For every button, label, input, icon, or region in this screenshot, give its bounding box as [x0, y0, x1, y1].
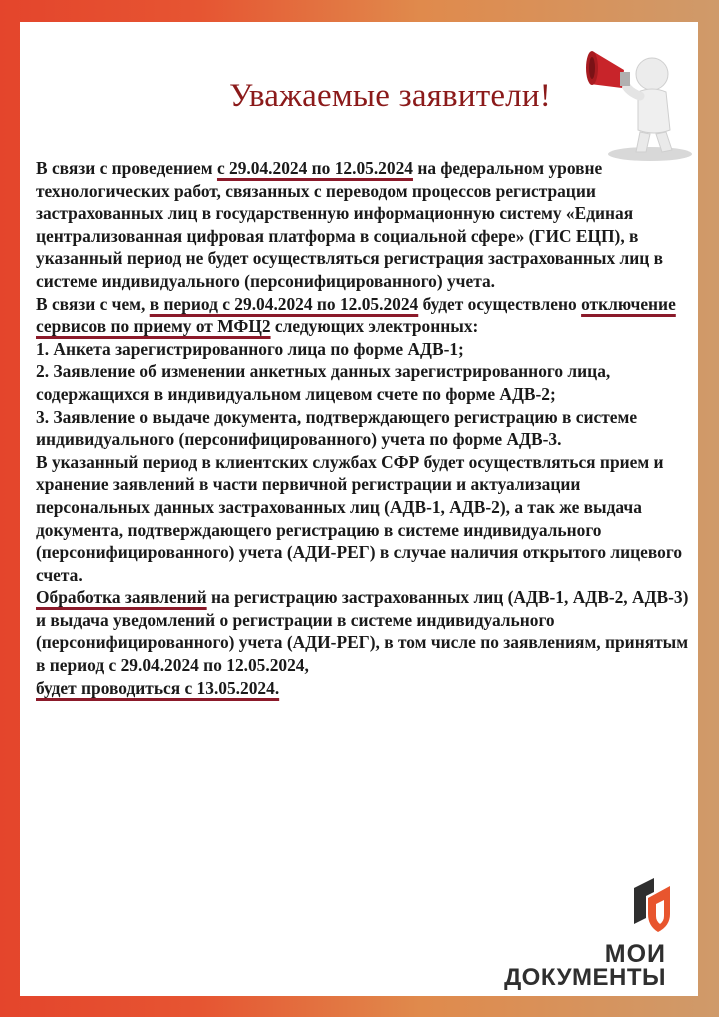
paragraph-1 [36, 157, 696, 293]
text-span: будет осуществлено [418, 293, 582, 314]
text-span: на регистрацию застрахованных лиц (АДВ-1, АДВ-2, АДВ-3) и выдача уведомлений о регистрации в системе индивидуального (персонифицированного) учета (АДИ-РЕГ), в том числе по заявлениям, принятым в период с 29.04.2024 по 12.05.2024, [36, 587, 689, 676]
text-span: В связи с проведением [36, 158, 217, 178]
text-span: В связи с чем, [36, 293, 150, 314]
paragraph-4 [36, 586, 696, 699]
list-item: 2. Заявление об изменении анкетных данных зарегистрированного лица, содержащихся в индивидуальном лицевом счете по форме АДВ-2; [36, 361, 611, 404]
page-title: Уважаемые заявители! [229, 78, 551, 114]
list-item: 1. Анкета зарегистрированного лица по форме АДВ-1; [36, 338, 464, 359]
moi-dokumenty-logo [488, 874, 688, 994]
paragraph-2 [36, 293, 696, 338]
text-span: следующих электронных: [270, 316, 479, 337]
notice-card [20, 22, 698, 996]
highlight-dates: с 29.04.2024 по 12.05.2024 [216, 158, 413, 178]
logo-text-moi: МОИ [604, 940, 666, 968]
highlight-services: отключение сервисов по приему от МФЦ2 [36, 293, 676, 337]
highlight-processing: Обработка заявлений [36, 587, 207, 608]
text-span: В указанный период в клиентских службах СФР будет осуществляться прием и хранение заявлений в части первичной регистрации и актуализации персональных данных застрахованных лиц (АДВ-1, АДВ-2), а так же выдача документа, подтверждающего регистрацию в системе индивидуального (персонифицированного) учета (АДИ-РЕГ) в случае наличия открытого лицевого [36, 451, 683, 563]
paragraph-3-end: счета. [36, 564, 83, 585]
highlight-period: в период с 29.04.2024 по 12.05.2024 [149, 293, 419, 314]
moi-dokumenty-logo-icon [626, 874, 676, 934]
highlight-start-date: будет проводиться с 13.05.2024. [36, 677, 280, 698]
notice-body [36, 157, 696, 699]
list-item: 3. Заявление о выдаче документа, подтверждающего регистрацию в системе индивидуального (персонифицированного) учета по форме АДВ-3. [36, 406, 638, 450]
logo-text-dokumenty: ДОКУМЕНТЫ [504, 964, 666, 991]
paragraph-3 [36, 451, 696, 564]
text-span: на федеральном уровне технологических работ, связанных с переводом процессов регистрации застрахованных лиц в государственную информационную систему «Единая централизованная цифровая платформа в социальной сфере» (ГИС ЕЦП), в указанный период не будет осуществляться регистрация застрахованных лиц в системе индивидуального (персонифицированного) учета. [36, 158, 664, 291]
